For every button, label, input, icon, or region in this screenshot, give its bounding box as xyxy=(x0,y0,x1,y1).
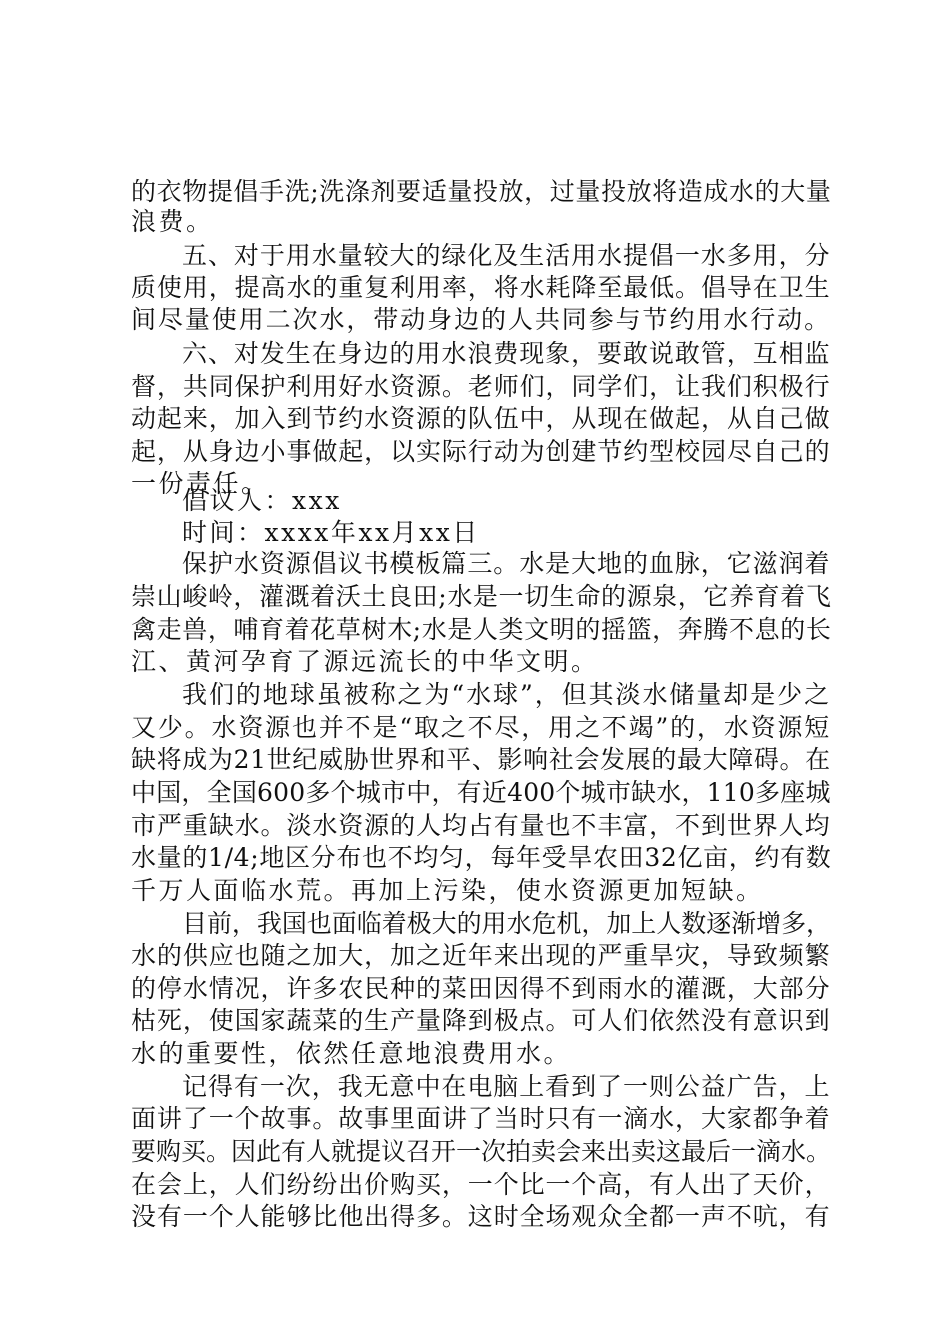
paragraph-line: 督，共同保护利用好水资源。老师们，同学们，让我们积极行 xyxy=(131,372,831,401)
paragraph-line: 没有一个人能够比他出得多。这时全场观众全都一声不吭，有 xyxy=(131,1202,831,1231)
paragraph-line: 又少。水资源也并不是“取之不尽，用之不竭”的，水资源短 xyxy=(131,713,832,742)
paragraph-line: 起，从身边小事做起，以实际行动为创建节约型校园尽自己的 xyxy=(131,437,831,466)
paragraph-line: 的停水情况，许多农民种的菜田因得不到雨水的灌溉，大部分 xyxy=(131,974,831,1003)
paragraph-line: 千万人面临水荒。再加上污染，使水资源更加短缺。 xyxy=(131,876,764,905)
paragraph-line: 六、对发生在身边的用水浪费现象，要敢说敢管，互相监 xyxy=(182,339,831,368)
paragraph-line: 水的供应也随之加大，加之近年来出现的严重旱灾，导致频繁 xyxy=(131,941,831,970)
paragraph-line: 目前，我国也面临着极大的用水危机，加上人数逐渐增多， xyxy=(182,909,832,938)
paragraph-line: 要购买。因此有人就提议召开一次拍卖会来出卖这最后一滴水。 xyxy=(131,1137,832,1166)
paragraph-line: 枯死，使国家蔬菜的生产量降到极点。可人们依然没有意识到 xyxy=(131,1006,831,1035)
paragraph-line: 质使用，提高水的重复利用率，将水耗降至最低。倡导在卫生 xyxy=(131,273,831,302)
paragraph-line: 水的重要性，依然任意地浪费用水。 xyxy=(131,1039,572,1068)
paragraph-line: 缺将成为21世纪威胁世界和平、影响社会发展的最大障碍。在 xyxy=(131,745,831,774)
paragraph-line: 我们的地球虽被称之为“水球”，但其淡水储量却是少之 xyxy=(182,680,832,709)
paragraph-line: 水量的1/4;地区分布也不均匀，每年受旱农田32亿亩，约有数 xyxy=(131,843,832,872)
paragraph-line: 禽走兽，哺育着花草树木;水是人类文明的摇篮，奔腾不息的长 xyxy=(131,615,832,644)
paragraph-line: 在会上，人们纷纷出价购买，一个比一个高，有人出了天价， xyxy=(131,1170,831,1199)
paragraph-line: 一份责任。 xyxy=(131,469,269,498)
paragraph-line: 五、对于用水量较大的绿化及生活用水提倡一水多用，分 xyxy=(182,241,831,270)
paragraph-line: 的衣物提倡手洗;洗涤剂要适量投放，过量投放将造成水的大量 xyxy=(131,177,832,206)
paragraph-line: 面讲了一个故事。故事里面讲了当时只有一滴水，大家都争着 xyxy=(131,1104,831,1133)
paragraph-line: 江、黄河孕育了源远流长的中华文明。 xyxy=(131,647,599,676)
paragraph-line: 动起来，加入到节约水资源的队伍中，从现在做起，从自己做 xyxy=(131,404,831,433)
date-line: 时间：xxxx年xx月xx日 xyxy=(182,518,480,547)
paragraph-line: 保护水资源倡议书模板篇三。水是大地的血脉，它滋润着 xyxy=(182,549,831,578)
signatory-line: 倡议人：xxx xyxy=(182,486,342,515)
paragraph-line: 间尽量使用二次水，带动身边的人共同参与节约用水行动。 xyxy=(131,305,832,334)
paragraph-line: 记得有一次，我无意中在电脑上看到了一则公益广告，上 xyxy=(182,1072,831,1101)
paragraph-line: 中国，全国600多个城市中，有近400个城市缺水，110多座城 xyxy=(131,778,831,807)
paragraph-line: 浪费。 xyxy=(131,207,214,236)
paragraph-line: 市严重缺水。淡水资源的人均占有量也不丰富，不到世界人均 xyxy=(131,811,831,840)
paragraph-line: 崇山峻岭，灌溉着沃土良田;水是一切生命的源泉，它养育着飞 xyxy=(131,582,832,611)
